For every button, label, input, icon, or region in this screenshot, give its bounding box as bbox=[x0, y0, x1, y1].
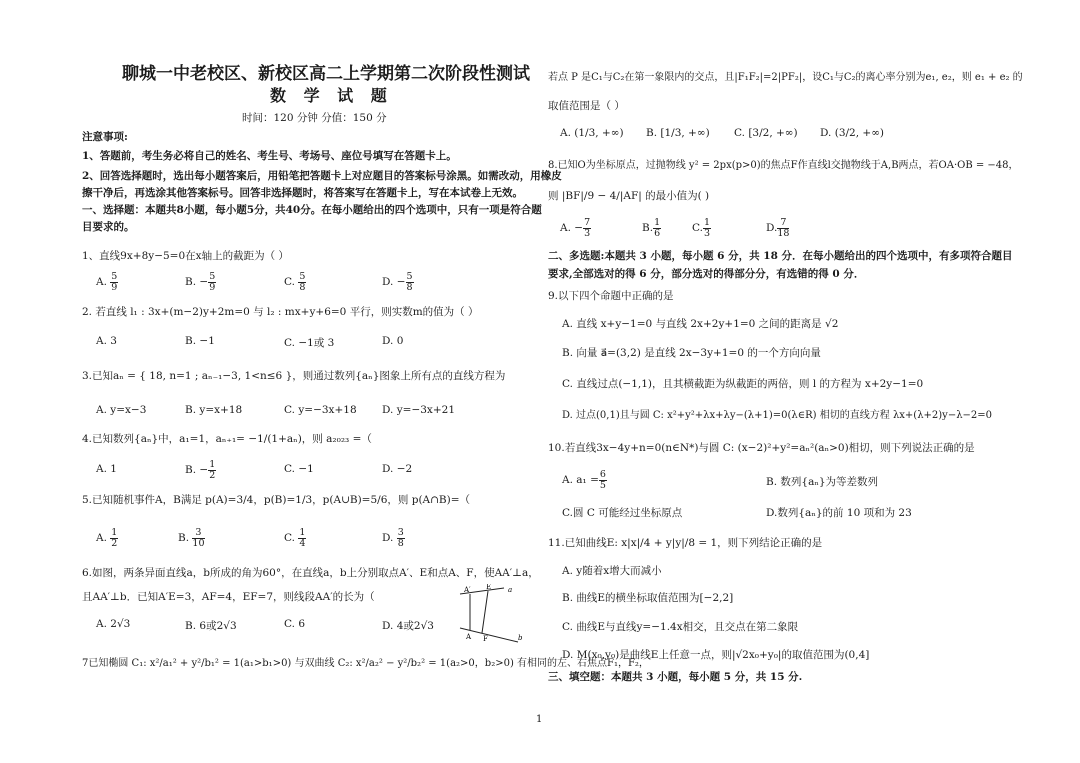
note-2b: 擦干净后，再选涂其他答案标号。回答非选择题时，将答案写在答题卡上，写在本试卷上无效。 bbox=[82, 187, 523, 199]
q10-option-d: D.数列{aₙ}的前 10 项和为 23 bbox=[766, 507, 912, 519]
q4-stem: 4.已知数列{aₙ}中，a₁=1，aₙ₊₁= −1/(1+aₙ)，则 a₂₀₂₃ =（ bbox=[82, 433, 372, 445]
figure-label-a: A bbox=[466, 633, 472, 641]
page-subtitle: 数 学 试 题 bbox=[270, 86, 393, 105]
q5-stem: 5.已知随机事件A，B满足 p(A)=3/4，p(B)=1/3，p(A∪B)=5/6，则 p(A∩B)=（ bbox=[82, 494, 471, 506]
q8-option-b: B. $\frac{1}{6}$ bbox=[642, 217, 661, 239]
q11-option-b: B. 曲线E的横坐标取值范围为[−2,2] bbox=[562, 592, 734, 604]
page-number: 1 bbox=[536, 714, 543, 725]
q5-option-d: D. $\frac{3}{8}$ bbox=[382, 527, 404, 549]
q3-option-c: C. y=−3x+18 bbox=[284, 404, 357, 416]
q9-option-b: B. 向量 a⃗=(3,2) 是直线 2x−3y+1=0 的一个方向向量 bbox=[562, 347, 821, 359]
section3-heading: 三、填空题：本题共 3 小题，每小题 5 分，共 15 分. bbox=[548, 671, 803, 683]
q7-option-c: C. [3/2, +∞) bbox=[734, 127, 798, 139]
q4-option-b: B. − $\frac{1}{2}$ bbox=[185, 459, 216, 481]
q8-stem-b: 则 |BF|/9 − 4/|AF| 的最小值为( ) bbox=[548, 190, 710, 202]
figure-label-a-prime: A′ bbox=[464, 586, 471, 594]
q3-option-d: D. y=−3x+21 bbox=[382, 404, 456, 416]
q1-option-a: A. $\frac{5}{9}$ bbox=[96, 271, 118, 293]
q5-option-b: B. $\frac{3}{10}$ bbox=[178, 527, 205, 549]
q8-stem-a: 8.已知O为坐标原点，过抛物线 y² = 2px(p>0)的焦点F作直线l交抛物线于A,B两点，若OA·OB = −48， bbox=[548, 160, 1019, 171]
q7-option-a: A. (1/3, +∞) bbox=[560, 127, 624, 139]
q6-option-b: B. 6或2√3 bbox=[185, 620, 237, 632]
q5-option-c: C. $\frac{1}{4}$ bbox=[284, 527, 306, 549]
q1-stem: 1、直线9x+8y−5=0在x轴上的截距为（ ） bbox=[82, 250, 289, 262]
section2-heading-a: 二、多选题:本题共 3 小题，每小题 6 分，共 18 分．在每小题给出的四个选项中，有多项符合题目 bbox=[548, 250, 1013, 262]
q6-figure bbox=[456, 584, 526, 646]
q1-option-c: C. $\frac{5}{8}$ bbox=[284, 271, 306, 293]
q11-stem: 11.已知曲线E: x|x|/4 + y|y|/8 = 1，则下列结论正确的是 bbox=[548, 537, 823, 549]
q1-option-b: B. − $\frac{5}{9}$ bbox=[185, 271, 216, 293]
q9-option-c: C. 直线过点(−1,1)，且其横截距为纵截距的两倍，则 l 的方程为 x+2y−1=0 bbox=[562, 378, 924, 390]
q8-option-a: A. − $\frac{7}{3}$ bbox=[560, 217, 591, 239]
note-1: 1、答题前，考生务必将自己的姓名、考生号、考场号、座位号填写在答题卡上。 bbox=[82, 150, 457, 162]
figure-label-f: F bbox=[483, 635, 488, 643]
q2-option-b: B. −1 bbox=[185, 335, 215, 347]
page-title: 聊城一中老校区、新校区高二上学期第二次阶段性测试 bbox=[122, 64, 530, 84]
q6-stem-b: 且AA′⊥b．已知A′E=3，AF=4，EF=7，则线段AA′的长为（ bbox=[82, 591, 375, 603]
q7-option-b: B. [1/3, +∞) bbox=[646, 127, 710, 139]
q11-option-c: C. 曲线E与直线y=−1.4x相交，且交点在第二象限 bbox=[562, 621, 799, 633]
exam-meta: 时间：120 分钟 分值：150 分 bbox=[242, 112, 387, 124]
q1-option-d: D. − $\frac{5}{8}$ bbox=[382, 271, 413, 293]
q5-option-a: A. $\frac{1}{2}$ bbox=[96, 527, 118, 549]
q3-option-a: A. y=x−3 bbox=[96, 404, 147, 416]
q6-option-c: C. 6 bbox=[284, 618, 306, 630]
q2-option-a: A. 3 bbox=[96, 335, 117, 347]
q11-option-a: A. y随着x增大而减小 bbox=[562, 565, 662, 577]
q4-option-d: D. −2 bbox=[382, 463, 413, 475]
q8-option-d: D. $\frac{7}{18}$ bbox=[766, 217, 790, 239]
q10-option-b: B. 数列{aₙ}为等差数列 bbox=[766, 476, 879, 488]
q10-option-a: A. a₁ = $\frac{6}{5}$ bbox=[562, 469, 606, 491]
q9-option-d: D. 过点(0,1)且与圆 C: x²+y²+λx+λy−(λ+1)=0(λ∈R) 相切的直线方程 λx+(λ+2)y−λ−2=0 bbox=[562, 410, 993, 421]
q8-option-c: C. $\frac{1}{3}$ bbox=[692, 217, 711, 239]
figure-label-line-a: a bbox=[508, 586, 513, 594]
q9-stem: 9.以下四个命题中正确的是 bbox=[548, 290, 674, 302]
q6-option-d: D. 4或2√3 bbox=[382, 620, 434, 632]
q7-stem-c: 取值范围是（ ） bbox=[548, 100, 625, 112]
q10-option-c: C.圆 C 可能经过坐标原点 bbox=[562, 507, 683, 519]
q2-option-d: D. 0 bbox=[382, 335, 404, 347]
q3-option-b: B. y=x+18 bbox=[185, 404, 243, 416]
q2-stem: 2. 若直线 l₁ : 3x+(m−2)y+2m=0 与 l₂ : mx+y+6=0 平行，则实数m的值为（ ） bbox=[82, 306, 479, 318]
section1-heading-b: 目要求的。 bbox=[82, 221, 135, 233]
q2-option-c: C. −1或 3 bbox=[284, 337, 335, 349]
note-2a: 2、回答选择题时，选出每小题答案后，用铅笔把答题卡上对应题目的答案标号涂黑。如需改动，用橡皮 bbox=[82, 170, 562, 182]
q6-stem-a: 6.如图，两条异面直线a，b所成的角为60°，在直线a，b上分别取点A′、E和点A、F，使AA′⊥a， bbox=[82, 567, 539, 579]
figure-segment-ef bbox=[482, 591, 488, 633]
q6-option-a: A. 2√3 bbox=[96, 618, 131, 630]
q9-option-a: A. 直线 x+y−1=0 与直线 2x+2y+1=0 之间的距离是 √2 bbox=[562, 318, 839, 330]
q11-option-d: D. M(x₀,y₀)是曲线E上任意一点，则|√2x₀+y₀|的取值范围为(0,4] bbox=[562, 649, 870, 661]
q4-option-c: C. −1 bbox=[284, 463, 314, 475]
q10-stem: 10.若直线3x−4y+n=0(n∈N*)与圆 C: (x−2)²+y²=aₙ²(aₙ>0)相切，则下列说法正确的是 bbox=[548, 442, 975, 454]
q4-option-a: A. 1 bbox=[96, 463, 117, 475]
q7-stem-b: 若点 P 是C₁与C₂在第一象限内的交点，且|F₁F₂|=2|PF₂|，设C₁与C₂的离心率分别为e₁, e₂，则 e₁ + e₂ 的 bbox=[548, 72, 1023, 83]
q3-stem: 3.已知aₙ = { 18, n=1 ; aₙ₋₁−3, 1<n≤6 }，则通过数列{aₙ}图象上所有点的直线方程为 bbox=[82, 370, 506, 382]
notes-heading: 注意事项: bbox=[82, 131, 128, 143]
section1-heading-a: 一、选择题：本题共8小题，每小题5分，共40分。在每小题给出的四个选项中，只有一项是符合题 bbox=[82, 204, 542, 216]
q7-option-d: D. (3/2, +∞) bbox=[820, 127, 885, 139]
figure-label-e: E bbox=[486, 584, 492, 591]
section2-heading-b: 要求,全部选对的得 6 分，部分选对的得部分分，有选错的得 0 分． bbox=[548, 268, 865, 280]
q7-stem-a: 7已知椭圆 C₁: x²/a₁² + y²/b₁² = 1(a₁>b₁>0) 与双曲线 C₂: x²/a₂² − y²/b₂² = 1(a₂>0，b₂>0) 有相同的左、右焦点F₁，F₂， bbox=[82, 658, 649, 669]
figure-label-line-b: b bbox=[518, 634, 523, 642]
